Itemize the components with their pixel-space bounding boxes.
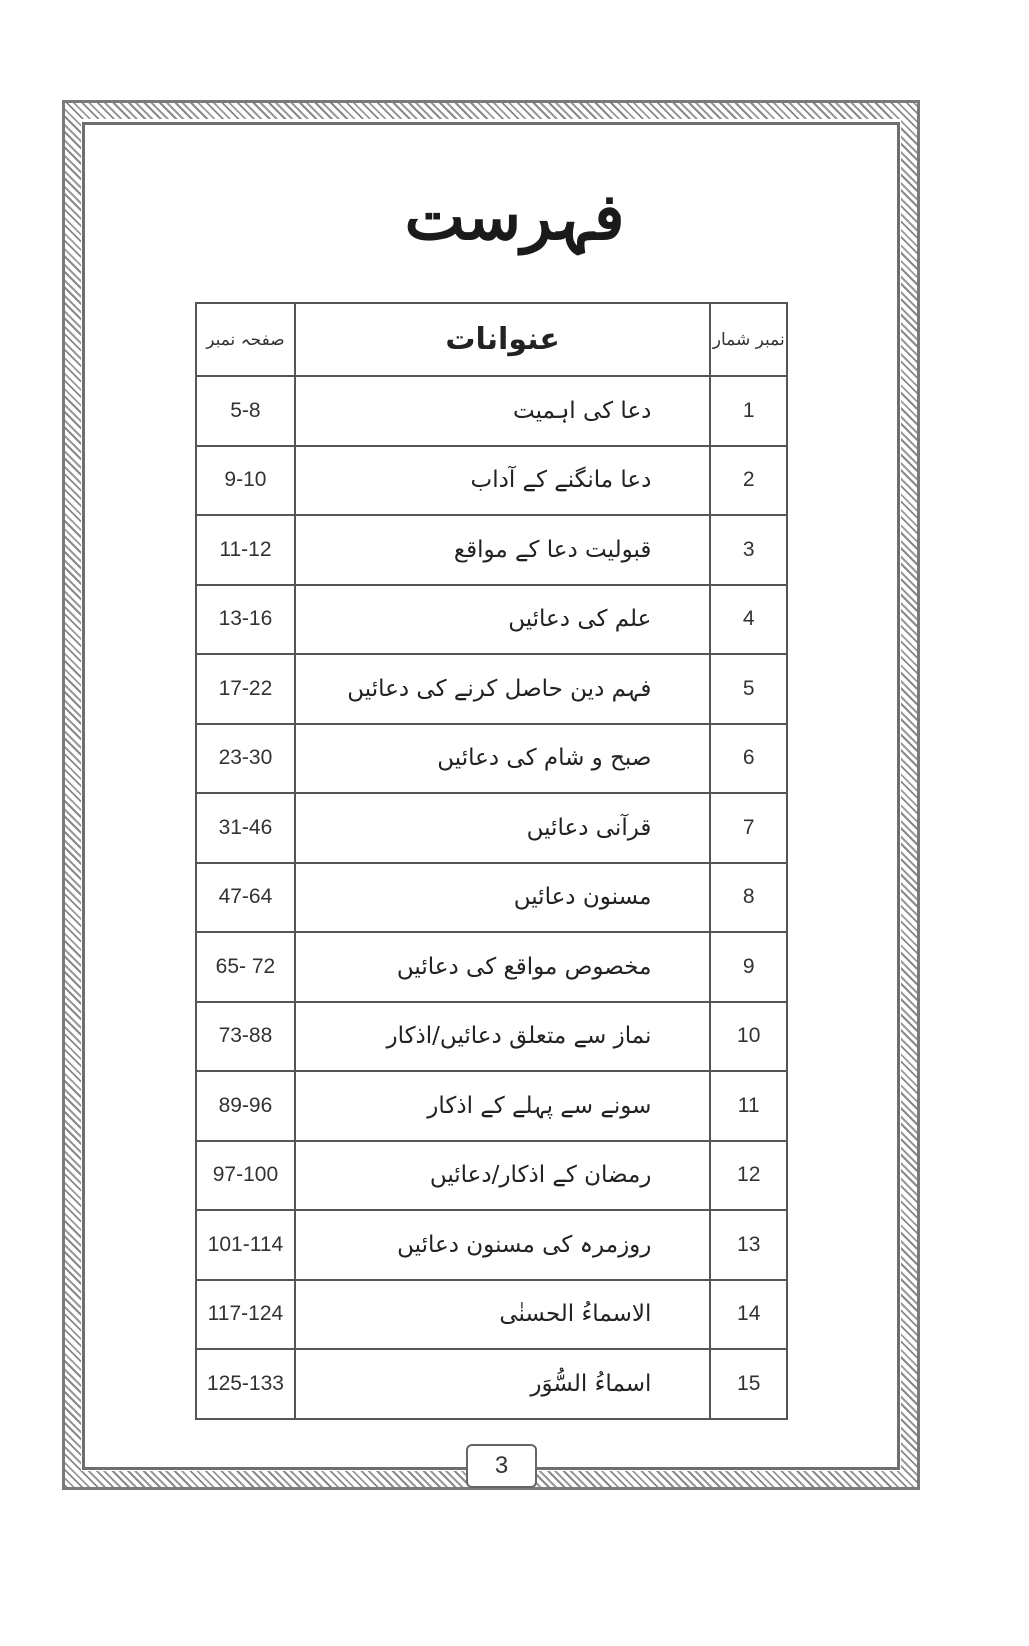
row-pages: 73-88 — [196, 1002, 295, 1072]
table-row — [196, 585, 787, 655]
table-row — [196, 863, 787, 933]
table-row — [196, 1002, 787, 1072]
table-row — [196, 1141, 787, 1211]
table-row — [196, 932, 787, 1002]
table-row — [196, 515, 787, 585]
row-title: دعا مانگنے کے آداب — [295, 446, 711, 516]
row-pages: 9-10 — [196, 446, 295, 516]
page-number: 3 — [466, 1444, 537, 1488]
table-row — [196, 376, 787, 446]
table-row — [196, 724, 787, 794]
header-serial-number: نمبر شمار — [710, 303, 787, 376]
row-title: سونے سے پہلے کے اذکار — [295, 1071, 711, 1141]
row-pages: 11-12 — [196, 515, 295, 585]
row-pages: 23-30 — [196, 724, 295, 794]
row-number: 6 — [710, 724, 787, 794]
row-number: 12 — [710, 1141, 787, 1211]
row-title: دعا کی اہمیت — [295, 376, 711, 446]
row-title: قرآنی دعائیں — [295, 793, 711, 863]
contents-table — [195, 302, 788, 1420]
row-pages: 13-16 — [196, 585, 295, 655]
table-row — [196, 1280, 787, 1350]
row-title: مسنون دعائیں — [295, 863, 711, 933]
row-number: 10 — [710, 1002, 787, 1072]
row-number: 9 — [710, 932, 787, 1002]
row-pages: 47-64 — [196, 863, 295, 933]
row-title: قبولیت دعا کے مواقع — [295, 515, 711, 585]
row-pages: 97-100 — [196, 1141, 295, 1211]
table-row — [196, 1210, 787, 1280]
row-pages: 101-114 — [196, 1210, 295, 1280]
row-title: نماز سے متعلق دعائیں/اذکار — [295, 1002, 711, 1072]
row-number: 15 — [710, 1349, 787, 1419]
row-title: الاسماءُ الحسنٰی — [295, 1280, 711, 1350]
table-row — [196, 1071, 787, 1141]
row-title: رمضان کے اذکار/دعائیں — [295, 1141, 711, 1211]
page-title: فہرست — [404, 180, 625, 255]
row-title: فہم دین حاصل کرنے کی دعائیں — [295, 654, 711, 724]
row-title: مخصوص مواقع کی دعائیں — [295, 932, 711, 1002]
row-number: 1 — [710, 376, 787, 446]
row-pages: 31-46 — [196, 793, 295, 863]
row-pages: 17-22 — [196, 654, 295, 724]
table-row — [196, 654, 787, 724]
row-title: روزمرہ کی مسنون دعائیں — [295, 1210, 711, 1280]
row-pages: 89-96 — [196, 1071, 295, 1141]
header-page-number: صفحہ نمبر — [196, 303, 295, 376]
row-number: 2 — [710, 446, 787, 516]
table-row — [196, 793, 787, 863]
row-number: 7 — [710, 793, 787, 863]
header-topics: عنوانات — [295, 303, 711, 376]
row-number: 11 — [710, 1071, 787, 1141]
row-number: 14 — [710, 1280, 787, 1350]
row-number: 5 — [710, 654, 787, 724]
row-number: 3 — [710, 515, 787, 585]
row-number: 4 — [710, 585, 787, 655]
row-number: 13 — [710, 1210, 787, 1280]
row-pages: 125-133 — [196, 1349, 295, 1419]
row-number: 8 — [710, 863, 787, 933]
row-title: اسماءُ السُّوَر — [295, 1349, 711, 1419]
table-header-row — [196, 303, 787, 376]
row-title: علم کی دعائیں — [295, 585, 711, 655]
table-row — [196, 1349, 787, 1419]
row-title: صبح و شام کی دعائیں — [295, 724, 711, 794]
row-pages: 65- 72 — [196, 932, 295, 1002]
row-pages: 117-124 — [196, 1280, 295, 1350]
row-pages: 5-8 — [196, 376, 295, 446]
table-row — [196, 446, 787, 516]
